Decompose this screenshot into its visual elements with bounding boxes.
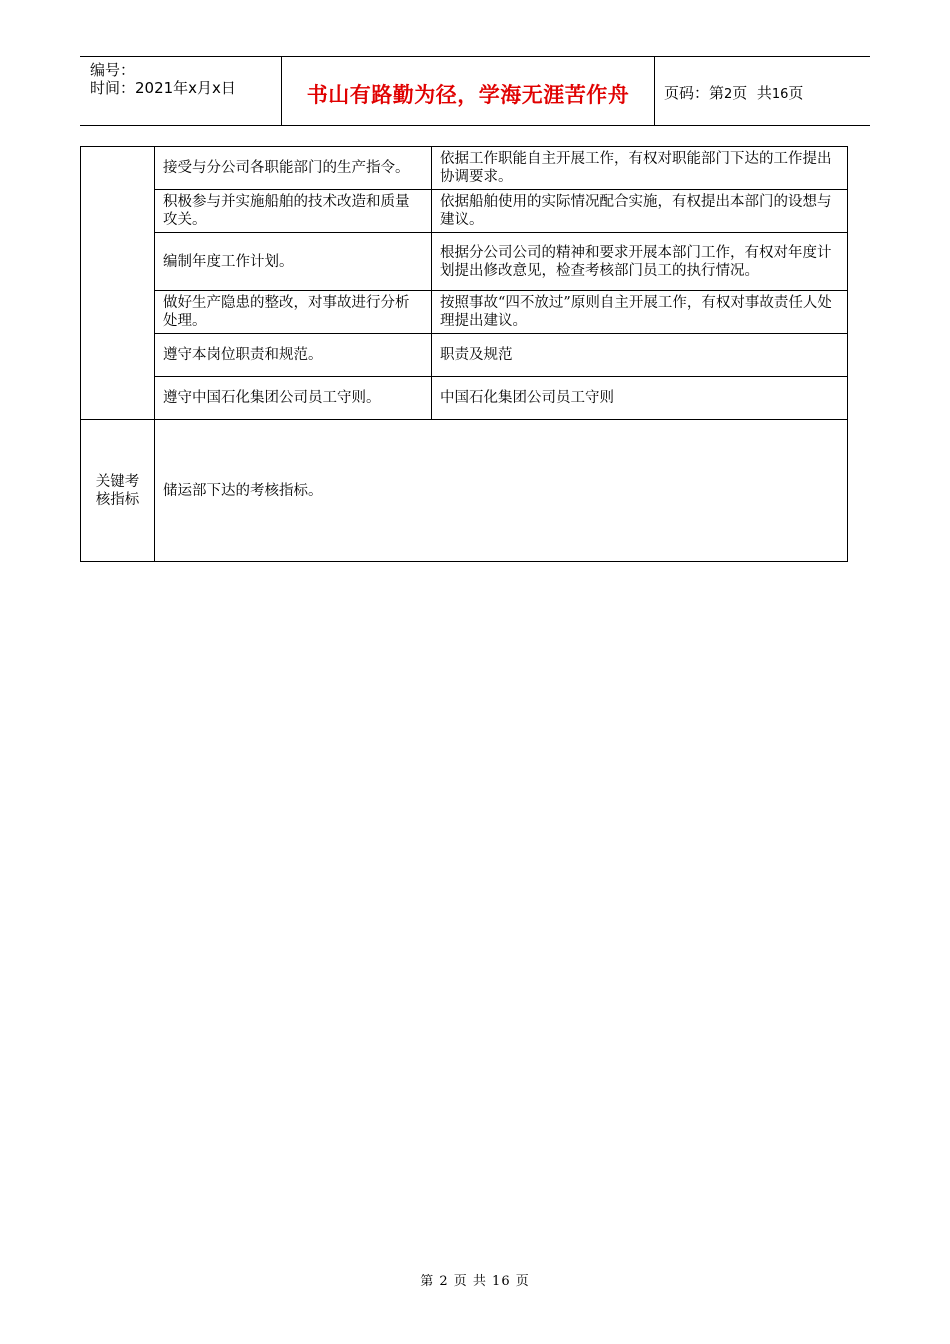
page-header xyxy=(80,56,870,126)
page-current: 2 xyxy=(724,87,733,102)
page-mid: 页 共 xyxy=(732,84,772,102)
duty-cell: 遵守中国石化集团公司员工守则。 xyxy=(155,377,432,420)
duty-cell: 编制年度工作计划。 xyxy=(155,233,432,291)
kpi-content: 储运部下达的考核指标。 xyxy=(155,420,848,562)
table-row xyxy=(81,147,848,190)
kpi-row xyxy=(81,420,848,562)
page-total: 16 xyxy=(771,87,789,102)
header-page-cell xyxy=(654,57,870,125)
table-row xyxy=(81,233,848,291)
header-meta xyxy=(80,57,280,125)
authority-cell: 依据船舶使用的实际情况配合实施，有权提出本部门的设想与建议。 xyxy=(432,190,848,233)
table-row xyxy=(81,291,848,334)
page-footer: 第 2 页 共 16 页 xyxy=(420,1274,530,1289)
kpi-label: 关键考核指标 xyxy=(81,420,155,562)
document-number-label: 编号： xyxy=(90,61,136,79)
row-group-label-cell xyxy=(81,147,155,420)
header-motto: 书山有路勤为径，学海无涯苦作舟 xyxy=(306,83,630,107)
document-date: 时间：2021年x月x日 xyxy=(90,79,236,97)
header-motto-cell xyxy=(281,57,655,125)
authority-cell: 中国石化集团公司员工守则 xyxy=(432,377,848,420)
table-row xyxy=(81,377,848,420)
duty-cell: 接受与分公司各职能部门的生产指令。 xyxy=(155,147,432,190)
duty-cell: 做好生产隐患的整改，对事故进行分析处理。 xyxy=(155,291,432,334)
authority-cell: 依据工作职能自主开展工作，有权对职能部门下达的工作提出协调要求。 xyxy=(432,147,848,190)
authority-cell: 职责及规范 xyxy=(432,334,848,377)
authority-cell: 按照事故“四不放过”原则自主开展工作，有权对事故责任人处理提出建议。 xyxy=(432,291,848,334)
authority-cell: 根据分公司公司的精神和要求开展本部门工作，有权对年度计划提出修改意见，检查考核部门员工的执行情况。 xyxy=(432,233,848,291)
duty-table xyxy=(80,146,848,562)
header-page-info xyxy=(664,82,803,103)
page-prefix: 页码：第 xyxy=(664,84,725,102)
duty-cell: 遵守本岗位职责和规范。 xyxy=(155,334,432,377)
table-row xyxy=(81,334,848,377)
page-suffix: 页 xyxy=(788,84,804,102)
duty-cell: 积极参与并实施船舶的技术改造和质量攻关。 xyxy=(155,190,432,233)
table-row xyxy=(81,190,848,233)
